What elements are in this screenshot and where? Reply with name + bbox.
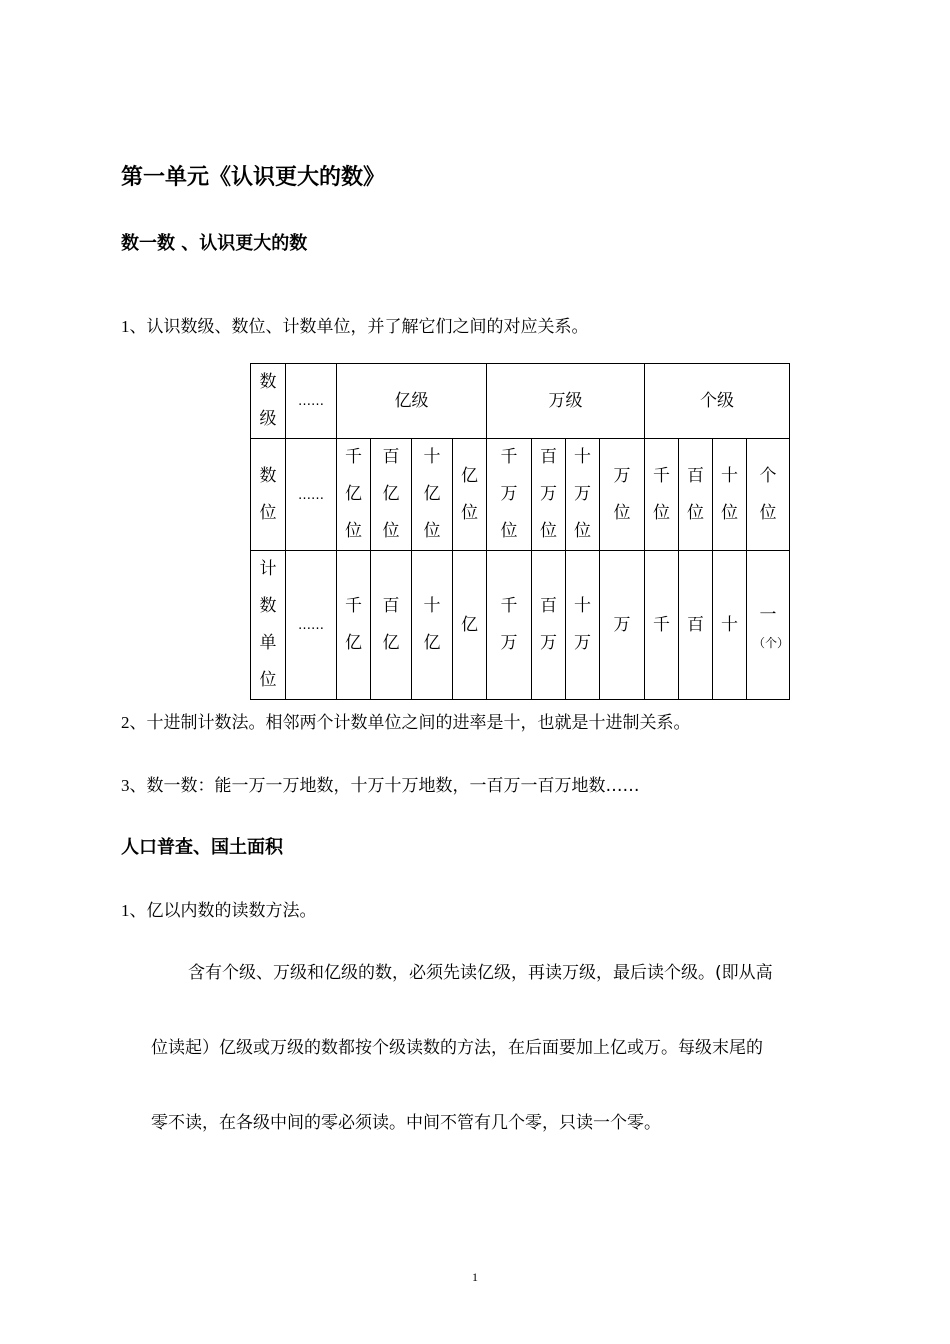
ellipsis-cell [286,364,337,439]
position-label: 十万位 [574,447,591,541]
unit-label: 百万 [540,596,557,653]
unit-label: 万 [613,614,631,635]
row-label-cell [251,551,286,700]
place-value-table [250,363,790,700]
position-label: 百万位 [540,447,557,541]
position-cell [566,439,600,551]
item-3-counting [121,771,640,796]
position-label: 十亿位 [423,447,441,541]
item-number: 3 [121,776,130,795]
position-cell [487,439,532,551]
position-cell [532,439,566,551]
position-label: 个位 [759,465,777,523]
ellipsis: …… [298,487,324,503]
row-label-cell [251,364,286,439]
section-heading-recognize-numbers: 数一数 、认识更大的数 [121,233,308,254]
item-text: 、亿以内数的读数方法。 [129,901,317,921]
ellipsis: …… [298,618,324,633]
table-row-units [251,551,790,700]
unit-cell [337,551,371,700]
unit-cell [566,551,600,700]
unit-label: 百亿 [382,596,400,653]
level-wan-cell: 万级 [487,364,645,439]
table-row-levels [251,364,790,439]
unit-cell [679,551,713,700]
unit-label: 亿 [461,614,478,635]
unit-label: 十亿 [423,596,441,653]
item-number: 2 [121,713,130,732]
position-label: 万位 [613,465,631,523]
ellipsis-cell [286,439,337,551]
item-text: 、数一数：能一万一万地数，十万十万地数，一百万一百万地数…… [129,776,640,796]
ellipsis-cell [286,551,337,700]
position-label: 千位 [653,465,670,523]
unit-cell [645,551,679,700]
unit-cell [453,551,487,700]
item-2-decimal-system [121,708,691,733]
position-label: 百亿位 [382,447,400,541]
ellipsis: …… [298,394,324,409]
position-cell [679,439,713,551]
table-row-positions [251,439,790,551]
item-text: 、十进制计数法。相邻两个计数单位之间的进率是十，也就是十进制关系。 [129,713,691,733]
row-label-units: 计数单位 [259,559,277,690]
item-number: 1 [121,901,130,920]
unit-cell [713,551,747,700]
unit-cell [600,551,645,700]
row-label-cell [251,439,286,551]
position-cell [600,439,645,551]
paragraph-line-2: 位读起）亿级或万级的数都按个级读数的方法，在后面要加上亿或万。每级末尾的 [151,1038,763,1058]
position-label: 百位 [687,465,704,523]
position-cell [412,439,453,551]
unit-label: 十万 [574,596,591,653]
position-label: 千亿位 [345,447,362,541]
unit-label: 千万 [500,596,518,653]
row-label-levels: 数级 [259,372,277,429]
unit-cell [412,551,453,700]
level-yi-cell: 亿级 [337,364,487,439]
item-1-place-value [121,312,589,337]
item-1-reading-method [121,896,317,921]
unit-label: 十 [721,614,738,635]
unit-label: 千 [653,614,670,635]
position-cell [747,439,790,551]
unit-cell [371,551,412,700]
unit-label: 千亿 [345,596,362,653]
page-number: 1 [472,1270,478,1284]
paragraph-line-1: 含有个级、万级和亿级的数，必须先读亿级，再读万级，最后读个级。(即从高 [188,963,773,983]
unit-label-one-note: （个） [753,636,790,650]
document-title: 第一单元《认识更大的数》 [121,165,386,190]
item-text: 、认识数级、数位、计数单位，并了解它们之间的对应关系。 [129,317,589,337]
paragraph-line-3: 零不读，在各级中间的零必须读。中间不管有几个零，只读一个零。 [151,1113,661,1133]
level-ge-cell: 个级 [645,364,790,439]
position-label: 十位 [721,465,738,523]
unit-label: 百 [687,614,704,635]
section-heading-census: 人口普查、国土面积 [121,837,283,858]
position-label: 亿位 [461,465,478,523]
unit-cell-ones [747,551,790,700]
position-cell [453,439,487,551]
position-cell [645,439,679,551]
row-label-positions: 数位 [259,465,277,523]
position-label: 千万位 [500,447,518,541]
unit-cell [487,551,532,700]
position-cell [337,439,371,551]
item-number: 1 [121,317,130,336]
unit-label-one: 一 [759,605,777,625]
position-cell [371,439,412,551]
unit-cell [532,551,566,700]
position-cell [713,439,747,551]
